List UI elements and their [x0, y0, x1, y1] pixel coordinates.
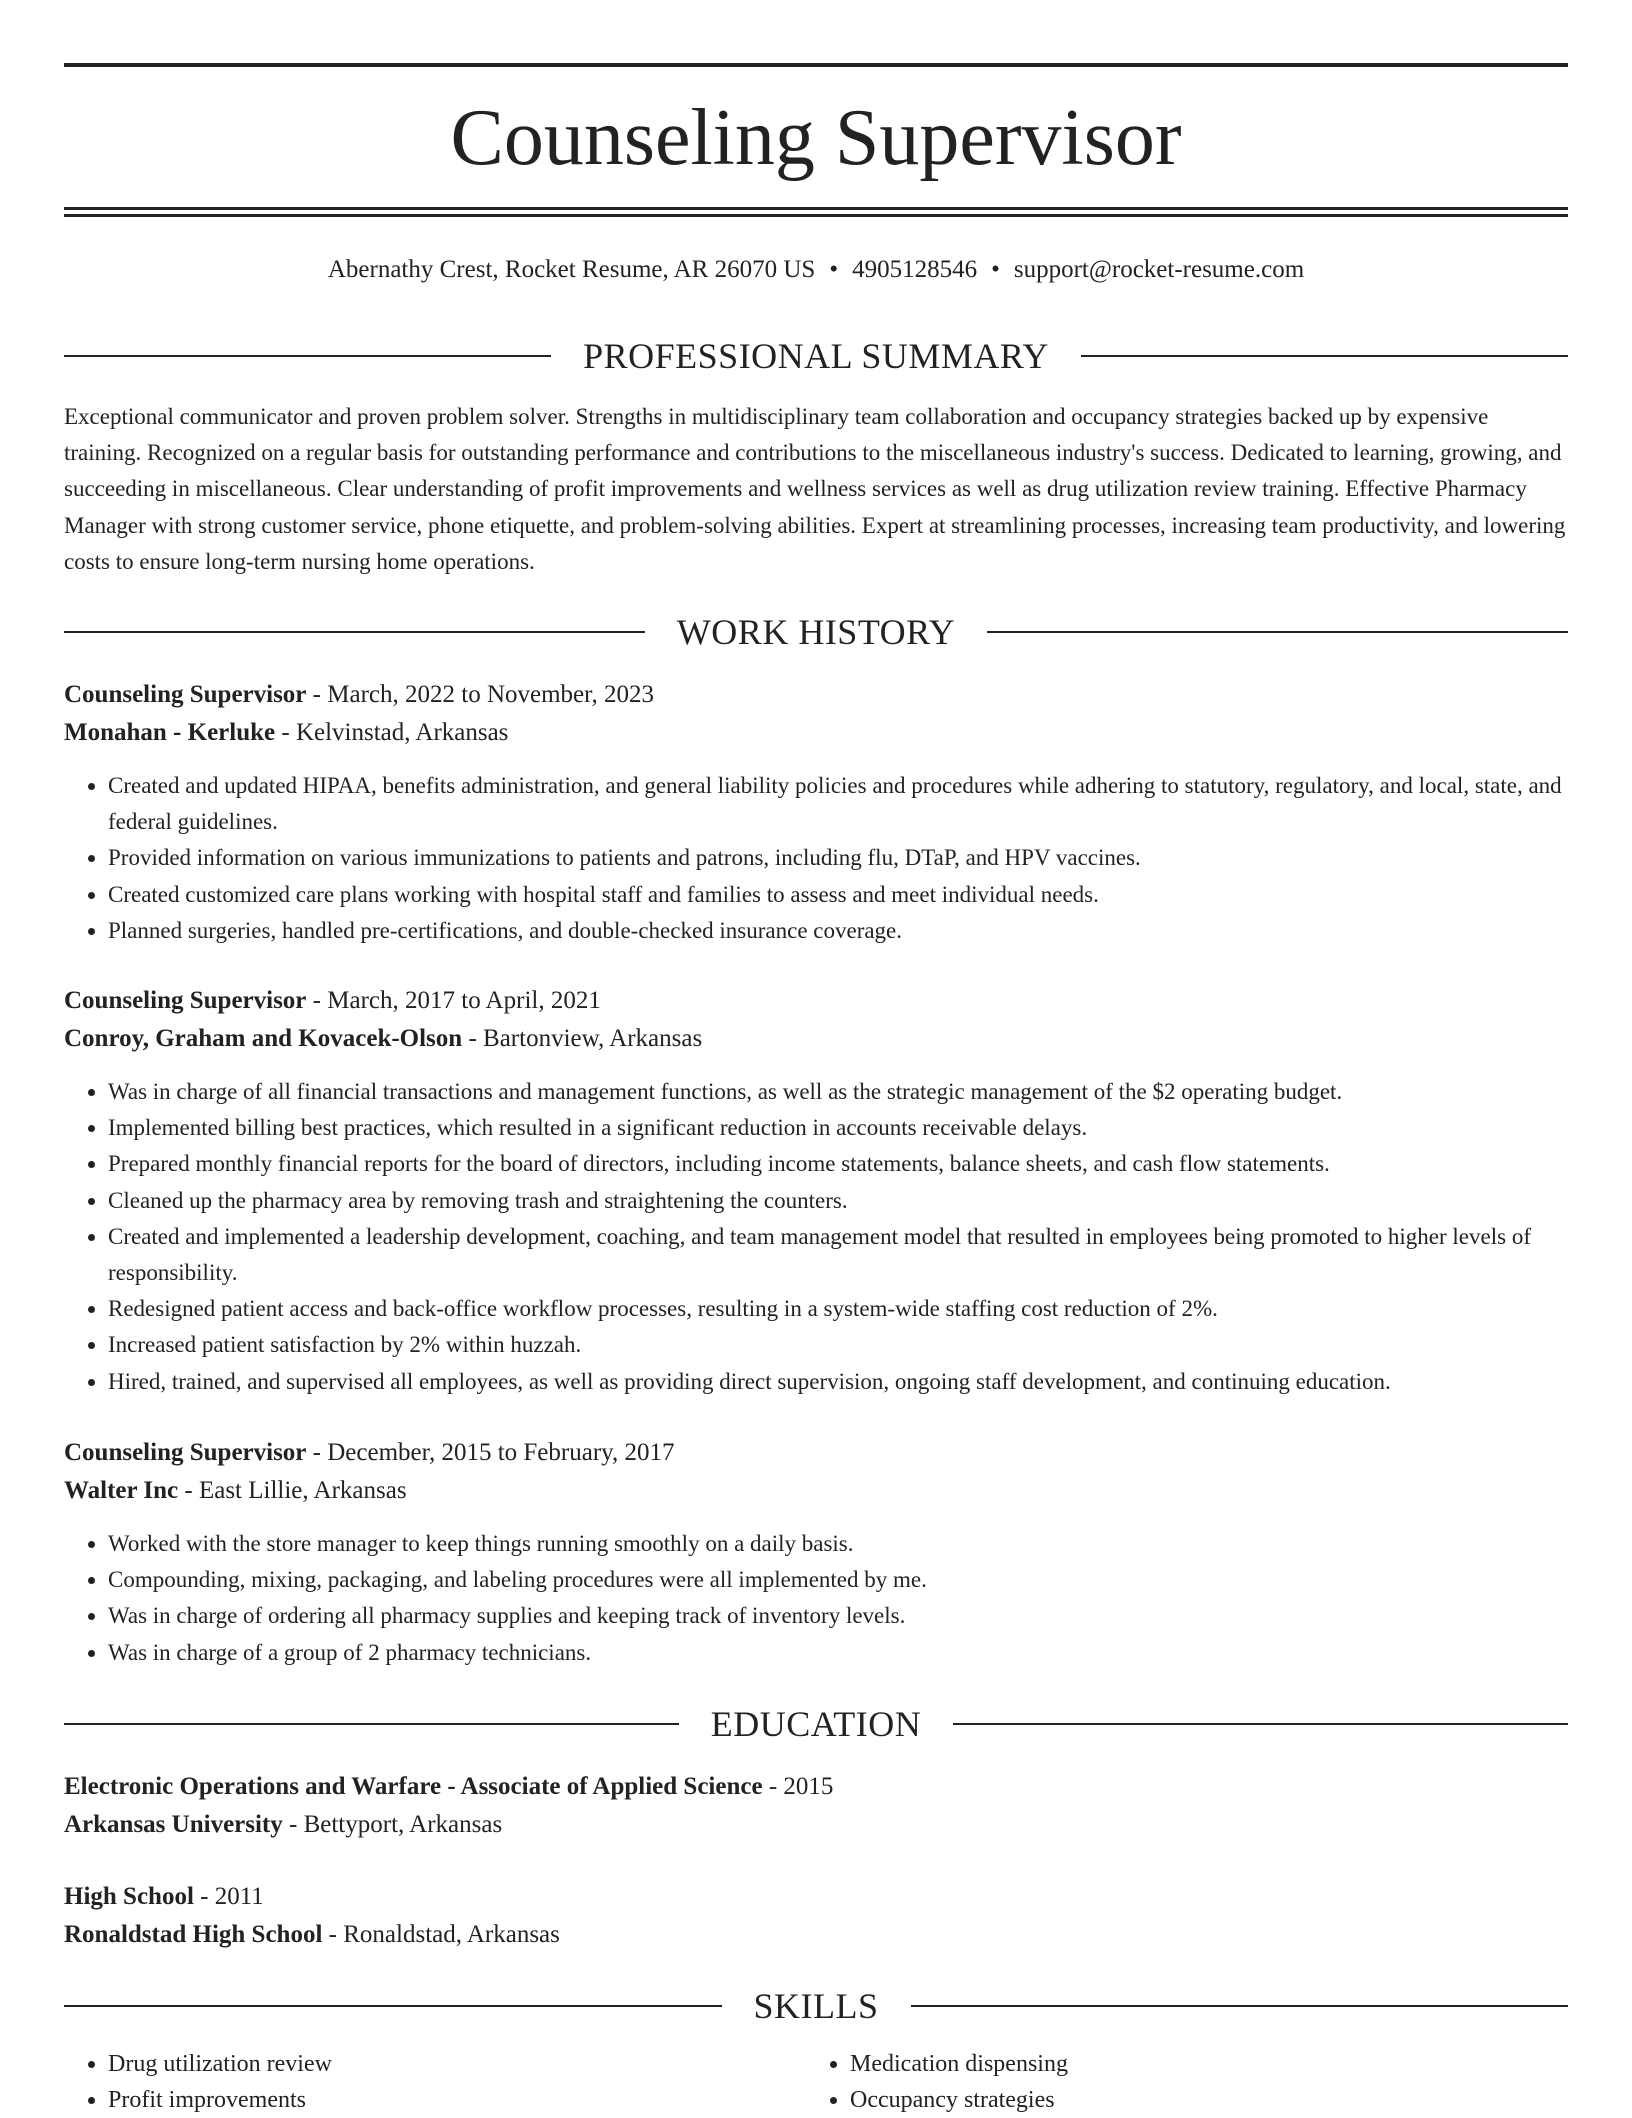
job-bullet: • Was in charge of all financial transactions and management functions, as well as the strategic management of the $2 operating budget. [108, 1074, 1568, 1110]
section-title-education: EDUCATION [710, 1704, 922, 1744]
job-employer [64, 1472, 1568, 1510]
job-dates: - December, 2015 to February, 2017 [306, 1439, 675, 1466]
job-bullet: • Worked with the store manager to keep things running smoothly on a daily basis. [108, 1526, 1568, 1562]
section-title-summary: PROFESSIONAL SUMMARY [583, 336, 1049, 376]
summary-text: Exceptional communicator and proven problem solver. Strengths in multidisciplinary team collaboration and occupancy strategies backed up by expensive training. Recognized on a regular basis for outstanding performance and contributions to the miscellaneous industry's success. Dedicated to learning, growing, and succeeding in miscellaneous. Clear understanding of profit improvements and wellness services as well as drug utilization review training. Effective Pharmacy Manager with strong customer service, phone etiquette, and problem-solving abilities. Expert at streamlining processes, increasing team productivity, and lowering costs to ensure long-term nursing home operations. [64, 404, 1566, 574]
section-rule [911, 2005, 1569, 2007]
job-bullet: • Cleaned up the pharmacy area by removing trash and straightening the counters. [108, 1183, 1568, 1219]
job-entry [64, 1434, 1568, 1671]
section-header-summary [64, 334, 1568, 378]
skill-item: • Drug utilization review [108, 2046, 806, 2082]
job-bullet: • Created and updated HIPAA, benefits administration, and general liability policies and procedures while adhering to statutory, regulatory, and local, state, and federal guidelines. [108, 768, 1568, 840]
section-header-education [64, 1702, 1568, 1746]
section-rule [953, 1723, 1568, 1725]
education-location: - Ronaldstad, Arkansas [322, 1921, 560, 1948]
job-title: Counseling Supervisor [64, 1439, 307, 1466]
job-entry [64, 982, 1568, 1400]
education-heading [64, 1878, 1568, 1916]
job-company: Monahan - Kerluke [64, 719, 276, 746]
section-rule [1081, 355, 1568, 357]
contact-separator: • [829, 256, 839, 283]
section-rule [64, 2005, 722, 2007]
job-location: - Kelvinstad, Arkansas [275, 719, 509, 746]
job-company: Conroy, Graham and Kovacek-Olson [64, 1025, 463, 1052]
job-bullet: • Hired, trained, and supervised all employees, as well as providing direct supervision, ongoing staff development, and continuing education. [108, 1364, 1568, 1400]
education-entry [64, 1878, 1568, 1954]
section-rule [64, 1723, 679, 1725]
skill-item: • Profit improvements [108, 2082, 806, 2118]
section-title-skills: SKILLS [753, 1986, 879, 2026]
job-employer [64, 714, 1568, 752]
job-bullets [64, 768, 1568, 949]
education-school: Ronaldstad High School [64, 1921, 323, 1948]
education-heading [64, 1768, 1568, 1806]
job-bullet: • Redesigned patient access and back-office workflow processes, resulting in a system-wide staffing cost reduction of 2%. [108, 1291, 1568, 1327]
job-entry [64, 676, 1568, 949]
skill-item: • Occupancy strategies [850, 2082, 1548, 2118]
education-school: Arkansas University [64, 1811, 283, 1838]
section-rule [64, 631, 645, 633]
education-degree: High School [64, 1883, 194, 1910]
skills-column-right [806, 2046, 1548, 2118]
top-rule [64, 63, 1568, 67]
job-bullet: • Prepared monthly financial reports for the board of directors, including income statements, balance sheets, and cash flow statements. [108, 1146, 1568, 1182]
contact-address: Abernathy Crest, Rocket Resume, AR 26070 US [327, 256, 816, 283]
education-year: - 2015 [762, 1773, 834, 1800]
skills-list [64, 2046, 1568, 2118]
job-company: Walter Inc [64, 1477, 179, 1504]
job-bullet: • Increased patient satisfaction by 2% within huzzah. [108, 1327, 1568, 1363]
job-bullet: • Created and implemented a leadership development, coaching, and team management model that resulted in employees being promoted to higher levels of responsibility. [108, 1219, 1568, 1291]
education-school-line [64, 1806, 1568, 1844]
job-bullet: • Planned surgeries, handled pre-certifications, and double-checked insurance coverage. [108, 913, 1568, 949]
title-double-rule [64, 207, 1568, 217]
skills-column-left [64, 2046, 806, 2118]
job-location: - Bartonview, Arkansas [462, 1025, 703, 1052]
resume-title: Counseling Supervisor [450, 94, 1182, 182]
education-year: - 2011 [193, 1883, 264, 1910]
section-header-work-history [64, 610, 1568, 654]
job-bullets [64, 1526, 1568, 1671]
job-bullet: • Compounding, mixing, packaging, and labeling procedures were all implemented by me. [108, 1562, 1568, 1598]
education-degree: Electronic Operations and Warfare - Associate of Applied Science [64, 1773, 763, 1800]
job-dates: - March, 2022 to November, 2023 [306, 681, 654, 708]
job-bullets [64, 1074, 1568, 1400]
contact-line [64, 252, 1568, 288]
job-heading [64, 1434, 1568, 1472]
job-heading [64, 676, 1568, 714]
section-header-skills [64, 1984, 1568, 2028]
education-school-line [64, 1916, 1568, 1954]
section-rule [64, 355, 551, 357]
education-location: - Bettyport, Arkansas [282, 1811, 503, 1838]
job-employer [64, 1020, 1568, 1058]
job-bullet: • Provided information on various immunizations to patients and patrons, including flu, DTaP, and HPV vaccines. [108, 840, 1568, 876]
contact-email: support@rocket-resume.com [1013, 256, 1305, 283]
skill-item: • Medication dispensing [850, 2046, 1548, 2082]
job-bullet: • Was in charge of ordering all pharmacy supplies and keeping track of inventory levels. [108, 1598, 1568, 1634]
job-location: - East Lillie, Arkansas [178, 1477, 407, 1504]
job-title: Counseling Supervisor [64, 987, 307, 1014]
contact-separator: • [991, 256, 1000, 283]
contact-phone: 4905128546 [852, 256, 978, 283]
job-heading [64, 982, 1568, 1020]
job-title: Counseling Supervisor [64, 681, 307, 708]
job-dates: - March, 2017 to April, 2021 [306, 987, 601, 1014]
section-rule [987, 631, 1568, 633]
section-title-work-history: WORK HISTORY [676, 612, 956, 652]
education-entry [64, 1768, 1568, 1844]
job-bullet: • Created customized care plans working with hospital staff and families to assess and meet individual needs. [108, 877, 1568, 913]
job-bullet: • Was in charge of a group of 2 pharmacy technicians. [108, 1635, 1568, 1671]
job-bullet: • Implemented billing best practices, which resulted in a significant reduction in accounts receivable delays. [108, 1110, 1568, 1146]
